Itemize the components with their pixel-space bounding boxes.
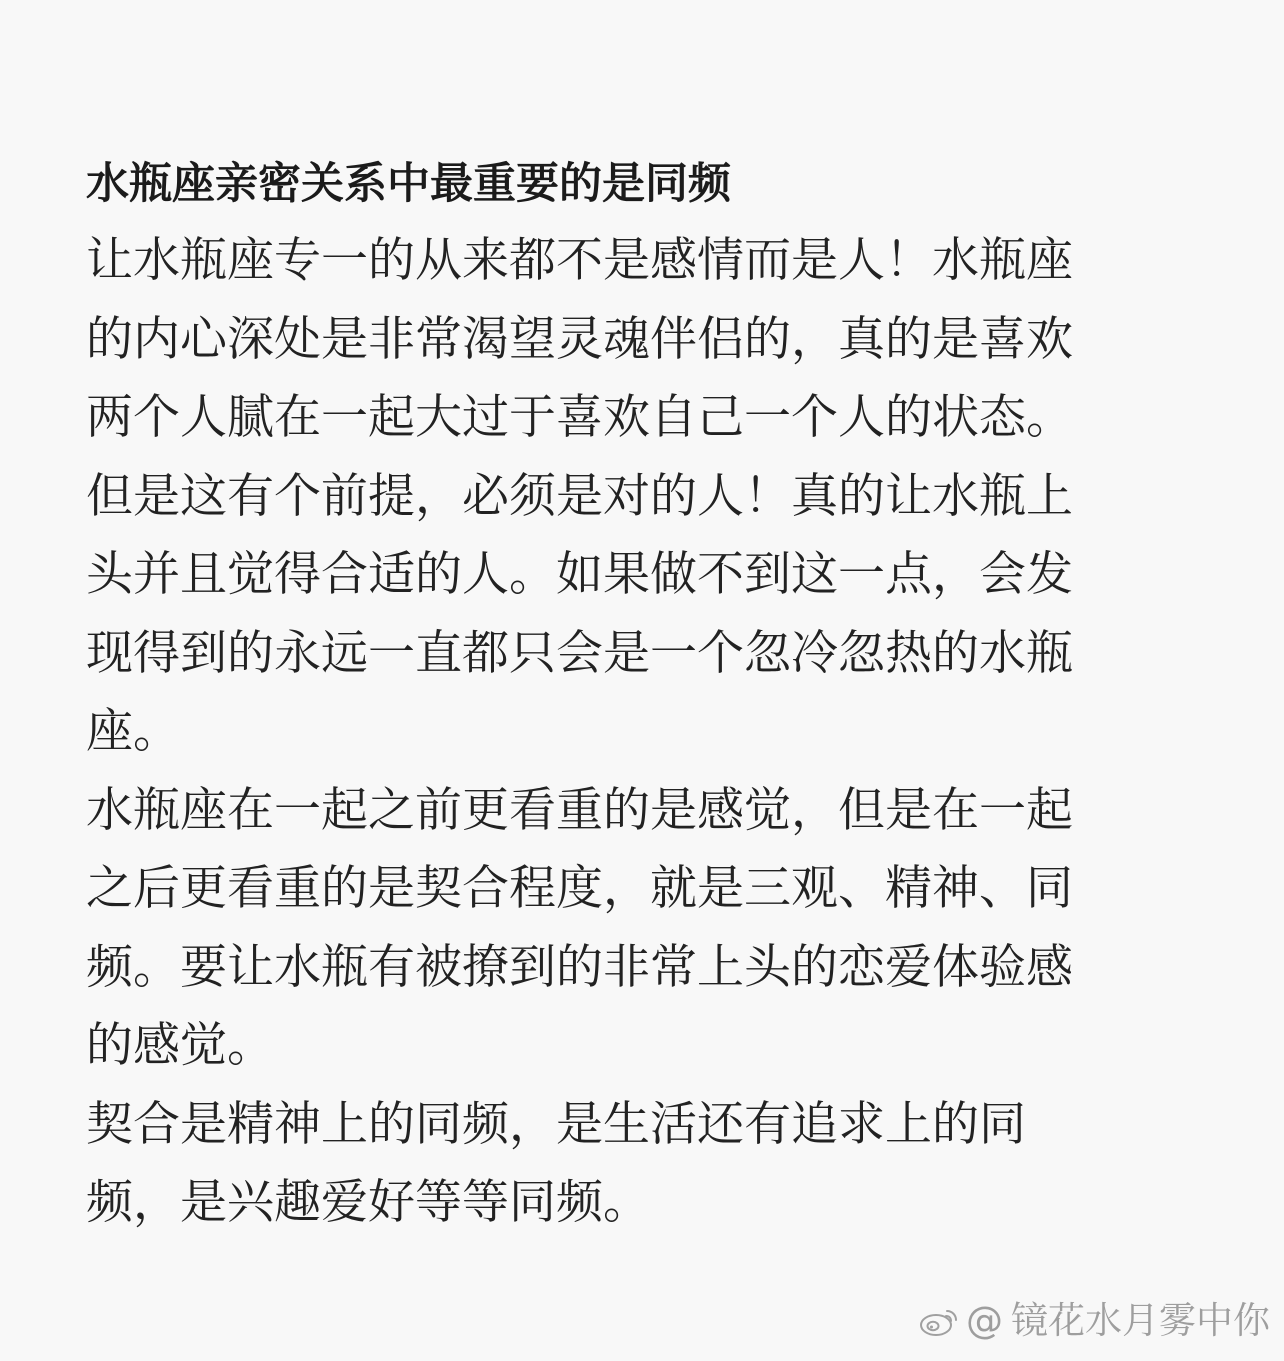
article-line: 座。 <box>86 704 180 759</box>
weibo-icon <box>918 1304 960 1338</box>
watermark-at: @ <box>966 1299 1003 1342</box>
article-line: 契合是精神上的同频，是生活还有追求上的同 <box>86 1096 1026 1152</box>
article-line: 频。要让水瓶有被撩到的非常上头的恋爱体验感 <box>86 939 1073 995</box>
article-line: 的感觉。 <box>86 1018 274 1073</box>
article-line: 频，是兴趣爱好等等同频。 <box>86 1175 650 1230</box>
article-line: 但是这有个前提，必须是对的人！真的让水瓶上 <box>86 468 1073 524</box>
article-line: 头并且觉得合适的人。如果做不到这一点，会发 <box>86 547 1073 602</box>
article-line: 的内心深处是非常渴望灵魂伴侣的，真的是喜欢 <box>86 311 1073 367</box>
article-line: 让水瓶座专一的从来都不是感情而是人！水瓶座 <box>86 233 1073 288</box>
article-line: 之后更看重的是契合程度，就是三观、精神、同 <box>86 861 1073 916</box>
watermark-username: 镜花水月雾中你 <box>1011 1299 1270 1342</box>
article-body <box>86 156 1196 1243</box>
article-line: 现得到的永远一直都只会是一个忽冷忽热的水瓶 <box>86 625 1073 681</box>
weibo-watermark <box>918 1299 1270 1343</box>
article-line: 两个人腻在一起大过于喜欢自己一个人的状态。 <box>86 390 1073 445</box>
article-line: 水瓶座在一起之前更看重的是感觉，但是在一起 <box>86 782 1073 838</box>
article-title: 水瓶座亲密关系中最重要的是同频 <box>86 159 731 209</box>
